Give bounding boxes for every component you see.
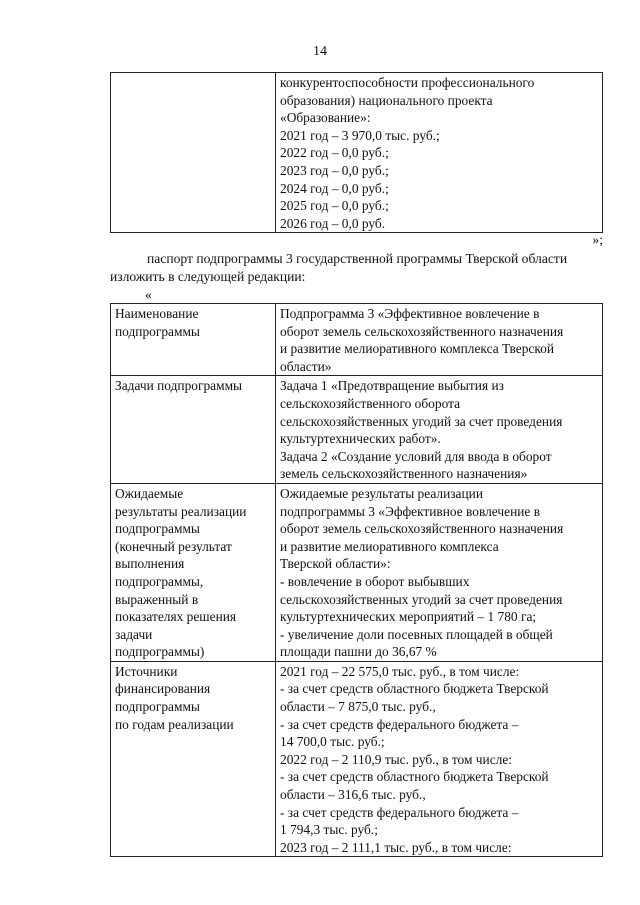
table-row	[111, 661, 603, 857]
cell-line: - вовлечение в оборот выбывших	[280, 573, 470, 589]
cell-line: - за счет средств федерального бюджета –	[280, 804, 519, 820]
table-row	[111, 73, 603, 233]
cell-line: Подпрограмма 3 «Эффективное вовлечение в	[280, 306, 540, 321]
cell-line: подпрограммы	[115, 323, 200, 339]
table-row	[111, 376, 603, 484]
cell-line: сельскохозяйственных угодий за счет проведения	[280, 591, 563, 607]
cell-line: области – 7 875,0 тыс. руб.,	[280, 699, 436, 715]
cell-line: подпрограммы	[115, 699, 200, 715]
cell-line: сельскохозяйственного оборота	[280, 395, 461, 411]
row-value-funding	[276, 661, 603, 857]
cell-line: Задача 2 «Создание условий для ввода в оборот	[280, 448, 552, 464]
row-value-name	[276, 304, 603, 376]
cell-line: - за счет средств федерального бюджета –	[280, 716, 519, 732]
opening-quote: «	[145, 287, 152, 302]
cell-line: области»	[280, 358, 332, 374]
cell-line: 2021 год – 3 970,0 тыс. руб.;	[280, 127, 440, 143]
cell-line: культуртехнических работ».	[280, 431, 441, 447]
cell-line: подпрограммы	[115, 521, 200, 537]
cell-line: земель сельскохозяйственного назначения»	[280, 466, 528, 482]
cell-line: оборот земель сельскохозяйственного назначения	[280, 323, 564, 339]
cell-line: задачи	[115, 626, 153, 642]
cell-line: - увеличение доли посевных площадей в общей	[280, 626, 553, 642]
cell-line: области – 316,6 тыс. руб.,	[280, 787, 426, 803]
row-label-tasks	[111, 376, 276, 484]
cell-line: 2022 год – 0,0 руб.;	[280, 145, 389, 161]
cell-line: 14 700,0 тыс. руб.;	[280, 734, 385, 750]
cell-line: подпрограммы,	[115, 573, 204, 589]
paragraph-line-2: изложить в следующей редакции:	[110, 269, 306, 284]
row-value-tasks	[276, 376, 603, 484]
cell-line: показателях решения	[115, 609, 237, 625]
cell-line: оборот земель сельскохозяйственного назначения	[280, 521, 564, 537]
cell-line: 2026 год – 0,0 руб.	[280, 215, 386, 231]
cell-line: - за счет средств областного бюджета Тверской	[280, 681, 549, 697]
page-number: 14	[313, 44, 327, 59]
cell-line: Наименование	[115, 306, 199, 321]
table-cell-right	[276, 73, 603, 233]
row-label-name	[111, 304, 276, 376]
cell-line: (конечный результат	[115, 538, 232, 554]
cell-line: «Образование»:	[280, 110, 371, 126]
cell-line: 2023 год – 2 111,1 тыс. руб., в том числе:	[280, 839, 512, 855]
cell-line: подпрограммы 3 «Эффективное вовлечение в	[280, 503, 541, 519]
cell-line: и развитие мелиоративного комплекса	[280, 538, 499, 554]
cell-line: 2022 год – 2 110,9 тыс. руб., в том числе:	[280, 751, 513, 767]
funding-table-continuation	[110, 72, 603, 233]
cell-line: финансирования	[115, 681, 211, 697]
cell-line: результаты реализации	[115, 503, 247, 519]
cell-line: Ожидаемые результаты реализации	[280, 485, 483, 501]
paragraph-line-1: паспорт подпрограммы 3 государственной программы Тверской области	[147, 251, 568, 266]
table-cell-left	[111, 73, 276, 233]
cell-line: Тверской области»:	[280, 556, 391, 572]
cell-line: конкурентоспособности профессионального	[280, 75, 535, 90]
cell-line: образования) национального проекта	[280, 92, 493, 108]
cell-line: 2023 год – 0,0 руб.;	[280, 162, 389, 178]
cell-line: 1 794,3 тыс. руб.;	[280, 822, 378, 838]
cell-line: - за счет средств областного бюджета Тверской	[280, 769, 549, 785]
table-row	[111, 483, 603, 661]
row-label-funding	[111, 661, 276, 857]
cell-line: 2025 год – 0,0 руб.;	[280, 198, 389, 214]
row-label-results	[111, 483, 276, 661]
cell-line: выраженный в	[115, 591, 199, 607]
cell-line: Задачи подпрограммы	[115, 378, 243, 394]
cell-line: сельскохозяйственных угодий за счет проведения	[280, 413, 563, 429]
cell-line: 2021 год – 22 575,0 тыс. руб., в том числе:	[280, 663, 520, 679]
cell-line: подпрограммы)	[115, 644, 205, 660]
cell-line: культуртехнических мероприятий – 1 780 га;	[280, 609, 537, 625]
subprogram-passport-table	[110, 303, 603, 857]
cell-line: Ожидаемые	[115, 485, 184, 501]
closing-quote: »;	[592, 232, 603, 247]
row-value-results	[276, 483, 603, 661]
cell-line: выполнения	[115, 556, 185, 572]
cell-line: и развитие мелиоративного комплекса Тверской	[280, 341, 555, 357]
cell-line: Источники	[115, 663, 178, 679]
cell-line: 2024 год – 0,0 руб.;	[280, 180, 389, 196]
table-row	[111, 304, 603, 376]
cell-line: площади пашни до 36,67 %	[280, 644, 437, 660]
cell-line: по годам реализации	[115, 716, 234, 732]
cell-line: Задача 1 «Предотвращение выбытия из	[280, 378, 504, 394]
